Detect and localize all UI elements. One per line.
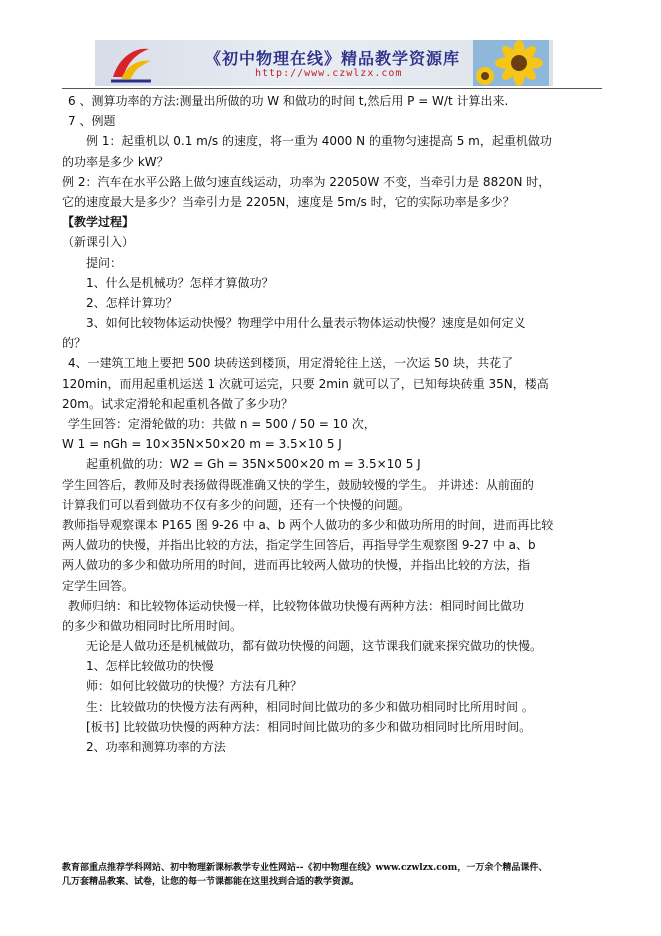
text-line: 定学生回答。	[62, 578, 135, 593]
text-line: 教师指导观察课本 P165 图 9-26 中 a、b 两个人做功的多少和做功所用的时间，进而再比较	[62, 517, 554, 532]
text-line: 师：如何比较做功的快慢？方法有几种？	[86, 679, 303, 694]
text-line: 它的速度最大是多少？当牵引力是 2205N，速度是 5m/s 时，它的实际功率是多少？	[62, 194, 515, 209]
header-banner	[95, 40, 553, 86]
document-body	[62, 91, 602, 757]
sunflower-icon	[473, 40, 549, 86]
text-line: 学生回答后，教师及时表扬做得既准确又快的学生，鼓励较慢的学生。 并讲述：从前面的	[62, 477, 534, 492]
text-line: 学生回答：定滑轮做的功：共做 n = 500 / 50 = 10 次，	[68, 417, 376, 431]
banner-title: 《初中物理在线》精品教学资源库	[205, 49, 461, 68]
text-line: 例 2：汽车在水平公路上做匀速直线运动，功率为 22050W 不变，当牵引力是 8820N 时，	[62, 174, 551, 189]
footer-line: 几万套精品教案、试卷，让您的每一节课都能在这里找到合适的教学资源。	[62, 877, 360, 887]
text-line: 的多少和做功相同时比所用时间。	[62, 618, 243, 633]
text-line: 教师归纳：和比较物体运动快慢一样，比较物体做功快慢有两种方法：相同时间比做功	[68, 598, 525, 613]
text-line: 6 、测算功率的方法:测量出所做的功 W 和做功的时间 t,然后用 P = W/t 计算出来.	[68, 94, 509, 108]
text-line: 2、功率和测算功率的方法	[86, 740, 226, 754]
text-line: 两人做功的快慢，并指出比较的方法，指定学生回答后，再指导学生观察图 9-27 中 a、b	[62, 538, 536, 553]
page-footer	[62, 861, 602, 889]
text-line: （新课引入）	[62, 235, 135, 250]
text-line: 提问：	[86, 255, 123, 270]
footer-line: 教育部重点推荐学科网站、初中物理新课标教学专业性网站--《初中物理在线》www.czwlzx.com，一万余个精品课件、	[62, 863, 548, 873]
text-line: 无论是人做功还是机械做功，都有做功快慢的问题，这节课我们就来探究做功的快慢。	[86, 639, 543, 654]
text-line: 3、如何比较物体运动快慢？物理学中用什么量表示物体运动快慢？速度是如何定义	[86, 316, 526, 331]
formula-line: 起重机做的功：W2 = Gh = 35N×500×20 m = 3.5×10 5 J	[86, 457, 421, 472]
text-line: 4、一建筑工地上要把 500 块砖送到楼顶，用定滑轮往上送，一次运 50 块，共花了	[68, 356, 514, 371]
site-logo-icon	[109, 43, 153, 83]
text-line: 1、什么是机械功？怎样才算做功？	[86, 275, 274, 290]
text-line: 20m。试求定滑轮和起重机各做了多少功？	[62, 396, 293, 411]
text-line: 1、怎样比较做功的快慢	[86, 659, 214, 674]
banner-url[interactable]: http://www.czwlzx.com	[255, 68, 403, 79]
text-line: 2、怎样计算功？	[86, 295, 178, 310]
header-rule	[62, 88, 602, 89]
text-line: 两人做功的多少和做功所用的时间，进而再比较两人做功的快慢，并指出比较的方法，指	[62, 558, 531, 573]
section-heading: 【教学过程】	[62, 215, 135, 230]
text-line: 120min，而用起重机运送 1 次就可运完，只要 2min 就可以了，已知每块砖重 35N，楼高	[62, 376, 549, 391]
formula-line: W 1 = nGh = 10×35N×50×20 m = 3.5×10 5 J	[62, 437, 342, 452]
text-line: [板书] 比较做功快慢的两种方法：相同时间比做功的多少和做功相同时比所用时间。	[86, 719, 532, 734]
text-line: 的？	[62, 336, 87, 351]
text-line: 计算我们可以看到做功不仅有多少的问题，还有一个快慢的问题。	[62, 497, 411, 512]
text-line: 7 、例题	[68, 114, 116, 129]
text-line: 例 1：起重机以 0.1 m/s 的速度，将一重为 4000 N 的重物匀速提高 5 m，起重机做功	[86, 134, 552, 149]
text-line: 的功率是多少 kW？	[62, 154, 169, 169]
text-line: 生：比较做功的快慢方法有两种，相同时间比做功的多少和做功相同时比所用时间 。	[86, 699, 534, 714]
